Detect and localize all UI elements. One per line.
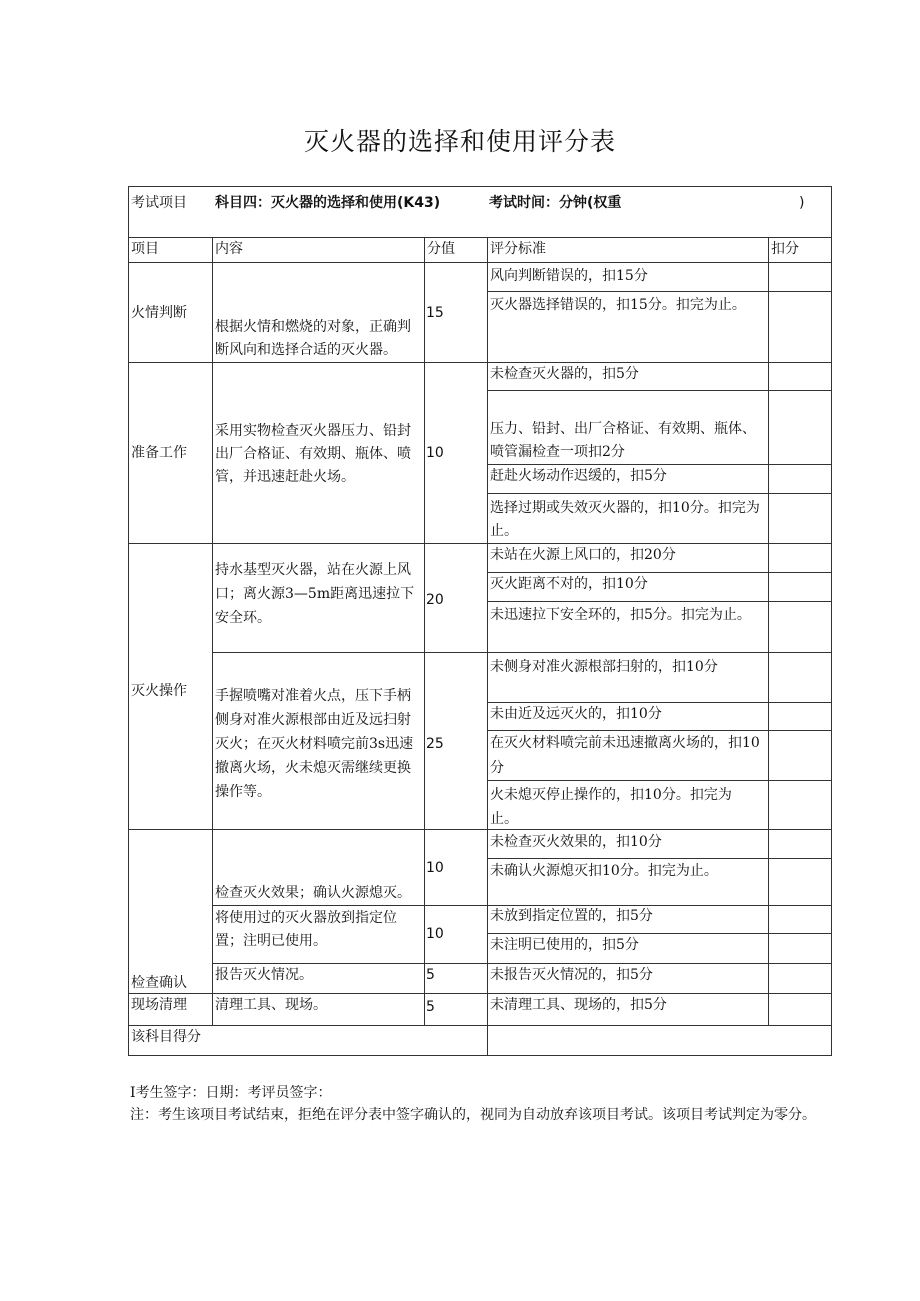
- header-close-paren: ): [799, 195, 805, 211]
- criteria-fire-1: 风向判断错误的，扣15分: [490, 268, 648, 284]
- score-operation-a: 20: [426, 592, 444, 608]
- criteria-op-b-4: 火未熄灭停止操作的，扣10分。扣完为止。: [490, 787, 732, 827]
- criteria-check-b-2: 未注明已使用的，扣5分: [490, 937, 639, 953]
- col-header-score: 分值: [427, 241, 455, 257]
- content-check-b: 将使用过的灭火器放到指定位置；注明已使用。: [215, 910, 397, 949]
- criteria-prep-3: 赶赴火场动作迟缓的，扣5分: [490, 468, 667, 484]
- col-header-deduction: 扣分: [771, 241, 799, 257]
- item-fire-judgment: 火情判断: [131, 305, 187, 321]
- page-title: 灭火器的选择和使用评分表: [303, 127, 616, 156]
- score-operation-b: 25: [426, 736, 444, 752]
- content-check-a: 检查灭火效果；确认火源熄灭。: [215, 885, 411, 901]
- criteria-check-a-2: 未确认火源熄灭扣10分。扣完为止。: [490, 863, 718, 879]
- criteria-prep-4: 选择过期或失效灭火器的，扣10分。扣完为止。: [490, 500, 760, 539]
- criteria-op-b-3: 在灭火材料喷完前未迅速撤离火场的，扣10分: [490, 735, 760, 776]
- score-check-b: 10: [426, 926, 444, 942]
- criteria-prep-1: 未检查灭火器的，扣5分: [490, 366, 639, 382]
- criteria-op-b-2: 未由近及远灭火的，扣10分: [490, 706, 662, 722]
- item-check-confirm: 检查确认: [131, 975, 187, 991]
- col-header-content: 内容: [215, 241, 243, 257]
- item-preparation: 准备工作: [131, 445, 187, 461]
- exam-time: 考试时间：分钟(权重: [489, 195, 622, 211]
- score-check-c: 5: [426, 967, 435, 983]
- score-fire-judgment: 15: [426, 305, 444, 321]
- content-check-c: 报告灭火情况。: [215, 967, 313, 983]
- col-header-criteria: 评分标准: [490, 241, 546, 257]
- criteria-op-a-2: 灭火距离不对的，扣10分: [490, 576, 648, 592]
- signature-line: I考生签字：日期：考评员签字：: [130, 1085, 332, 1101]
- criteria-check-c-1: 未报告灭火情况的，扣5分: [490, 967, 653, 983]
- criteria-op-a-1: 未站在火源上风口的，扣20分: [490, 547, 676, 563]
- total-score-label: 该科目得分: [131, 1029, 201, 1045]
- criteria-clean-1: 未清理工具、现场的，扣5分: [490, 997, 667, 1013]
- criteria-check-a-1: 未检查灭火效果的，扣10分: [490, 834, 662, 850]
- criteria-prep-2: 压力、铅封、出厂合格证、有效期、瓶体、喷管漏检查一项扣2分: [490, 421, 756, 460]
- item-site-cleanup: 现场清理: [131, 997, 187, 1013]
- footnote: 注：考生该项目考试结束，拒绝在评分表中签字确认的，视同为自动放弃该项目考试。该项目考试判定为零分。: [130, 1107, 816, 1123]
- score-site-cleanup: 5: [426, 999, 435, 1015]
- content-site-cleanup: 清理工具、现场。: [215, 997, 327, 1013]
- criteria-fire-2: 灭火器选择错误的，扣15分。扣完为止。: [490, 297, 746, 313]
- content-fire-judgment: 根据火情和燃烧的对象，正确判断风向和选择合适的灭火器。: [215, 319, 411, 358]
- criteria-op-a-3: 未迅速拉下安全环的，扣5分。扣完为止。: [490, 607, 751, 623]
- item-extinguish-operation: 灭火操作: [131, 683, 187, 699]
- content-preparation: 采用实物检查灭火器压力、铅封出厂合格证、有效期、瓶体、喷管，并迅速赶赴火场。: [215, 423, 411, 485]
- exam-item-label: 考试项目: [131, 195, 187, 211]
- criteria-check-b-1: 未放到指定位置的，扣5分: [490, 908, 653, 924]
- exam-subject: 科目四：灭火器的选择和使用(K43): [215, 195, 441, 211]
- score-preparation: 10: [426, 445, 444, 461]
- criteria-op-b-1: 未侧身对准火源根部扫射的，扣10分: [490, 659, 718, 675]
- col-header-item: 项目: [131, 241, 159, 257]
- content-operation-b: 手握喷嘴对准着火点，压下手柄侧身对准火源根部由近及远扫射灭火；在灭火材料喷完前3s迅速撤离火场，火未熄灭需继续更换操作等。: [215, 688, 414, 800]
- content-operation-a: 持水基型灭火器，站在火源上风口；离火源3—5m距离迅速拉下安全环。: [215, 562, 415, 626]
- score-check-a: 10: [426, 860, 444, 876]
